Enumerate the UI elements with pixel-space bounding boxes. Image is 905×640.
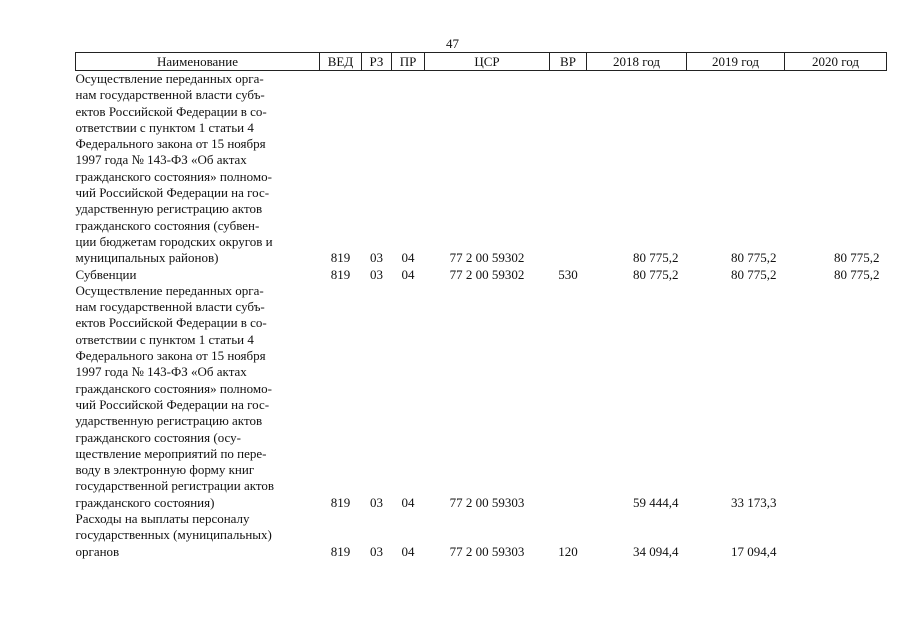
header-pr: ПР <box>392 53 425 71</box>
row-pr: 04 <box>401 250 415 266</box>
row-name-line: нам государственной власти субъ- <box>75 87 265 103</box>
row-name-line: Субвенции <box>75 266 137 282</box>
row-name-line: Расходы на выплаты персоналу <box>75 511 250 527</box>
header-rz: РЗ <box>362 53 392 71</box>
row-amount-2020 <box>785 511 887 560</box>
row-pr: 04 <box>401 266 415 282</box>
header-name: Наименование <box>76 53 320 71</box>
row-name <box>76 283 320 511</box>
row-name-line: ции бюджетам городских округов и <box>75 233 273 249</box>
page-number: 47 <box>446 36 459 51</box>
row-amount-2018: 34 094,4 <box>633 543 679 559</box>
table-row <box>76 71 887 267</box>
row-amount-2019: 17 094,4 <box>731 543 777 559</box>
row-name-line: гражданского состояния (субвен- <box>75 217 260 233</box>
row-name-line: чий Российской Федерации на гос- <box>75 185 270 201</box>
row-csr: 77 2 00 59302 <box>449 250 525 266</box>
row-amount-2018: 80 775,2 <box>633 250 679 266</box>
row-name-line: Осуществление переданных орга- <box>75 282 264 298</box>
row-name-line: ответствии с пунктом 1 статьи 4 <box>75 119 254 135</box>
row-vr: 120 <box>558 543 578 559</box>
row-vr: 530 <box>558 266 578 282</box>
header-2018: 2018 год <box>587 53 687 71</box>
row-name-line: ударственную регистрацию актов <box>75 201 263 217</box>
row-csr: 77 2 00 59303 <box>449 494 525 510</box>
row-amount-2019: 33 173,3 <box>731 494 777 510</box>
row-pr: 04 <box>401 543 415 559</box>
row-amount-2020: 80 775,2 <box>834 266 880 282</box>
row-pr: 04 <box>401 494 415 510</box>
row-name-line: ществление мероприятий по пере- <box>75 445 267 461</box>
row-amount-2019: 80 775,2 <box>731 266 777 282</box>
row-name <box>76 267 320 283</box>
row-vr <box>550 71 587 267</box>
header-csr: ЦСР <box>425 53 550 71</box>
row-name-line: чий Российской Федерации на гос- <box>75 396 270 412</box>
row-vr <box>550 283 587 511</box>
row-name-line: государственной регистрации актов <box>75 478 275 494</box>
row-name-line: 1997 года № 143-ФЗ «Об актах <box>75 364 247 380</box>
row-name-line: 1997 года № 143-ФЗ «Об актах <box>75 152 247 168</box>
row-name-line: ектов Российской Федерации в со- <box>75 315 267 331</box>
row-rz: 03 <box>370 266 383 282</box>
row-name <box>76 71 320 267</box>
table-row <box>76 283 887 511</box>
row-name-line: нам государственной власти субъ- <box>75 299 265 315</box>
row-ved: 819 <box>330 543 351 559</box>
table-header-row <box>76 53 887 71</box>
header-2020: 2020 год <box>785 53 887 71</box>
table-row <box>76 511 887 560</box>
header-2019: 2019 год <box>687 53 785 71</box>
row-rz: 03 <box>370 543 383 559</box>
row-ved: 819 <box>330 494 351 510</box>
row-csr: 77 2 00 59302 <box>449 266 525 282</box>
budget-table <box>75 52 887 560</box>
row-csr: 77 2 00 59303 <box>449 543 525 559</box>
row-name-line: Осуществление переданных орга- <box>75 71 264 86</box>
row-name-line: гражданского состояния (осу- <box>75 429 241 445</box>
row-name-line: Федерального закона от 15 ноября <box>75 348 266 364</box>
row-name-line: органов <box>75 543 120 559</box>
row-amount-2020 <box>785 283 887 511</box>
row-name-line: гражданского состояния» полномо- <box>75 168 272 184</box>
row-name <box>76 511 320 560</box>
row-name-line: ответствии с пунктом 1 статьи 4 <box>75 331 254 347</box>
header-vr: ВР <box>550 53 587 71</box>
row-name-line: гражданского состояния» полномо- <box>75 380 272 396</box>
table-body <box>76 71 887 560</box>
row-ved: 819 <box>330 266 351 282</box>
row-amount-2020: 80 775,2 <box>834 250 880 266</box>
row-name-line: ударственную регистрацию актов <box>75 413 263 429</box>
row-name-line: муниципальных районов) <box>75 250 219 266</box>
row-amount-2018: 80 775,2 <box>633 266 679 282</box>
row-name-line: государственных (муниципальных) <box>75 527 272 543</box>
row-amount-2019: 80 775,2 <box>731 250 777 266</box>
table-row <box>76 267 887 283</box>
row-ved: 819 <box>330 250 351 266</box>
row-amount-2018: 59 444,4 <box>633 494 679 510</box>
header-ved: ВЕД <box>320 53 362 71</box>
row-rz: 03 <box>370 250 383 266</box>
row-name-line: Федерального закона от 15 ноября <box>75 136 266 152</box>
row-name-line: гражданского состояния) <box>75 494 215 510</box>
row-rz: 03 <box>370 494 383 510</box>
row-name-line: ектов Российской Федерации в со- <box>75 103 267 119</box>
row-name-line: воду в электронную форму книг <box>75 462 255 478</box>
